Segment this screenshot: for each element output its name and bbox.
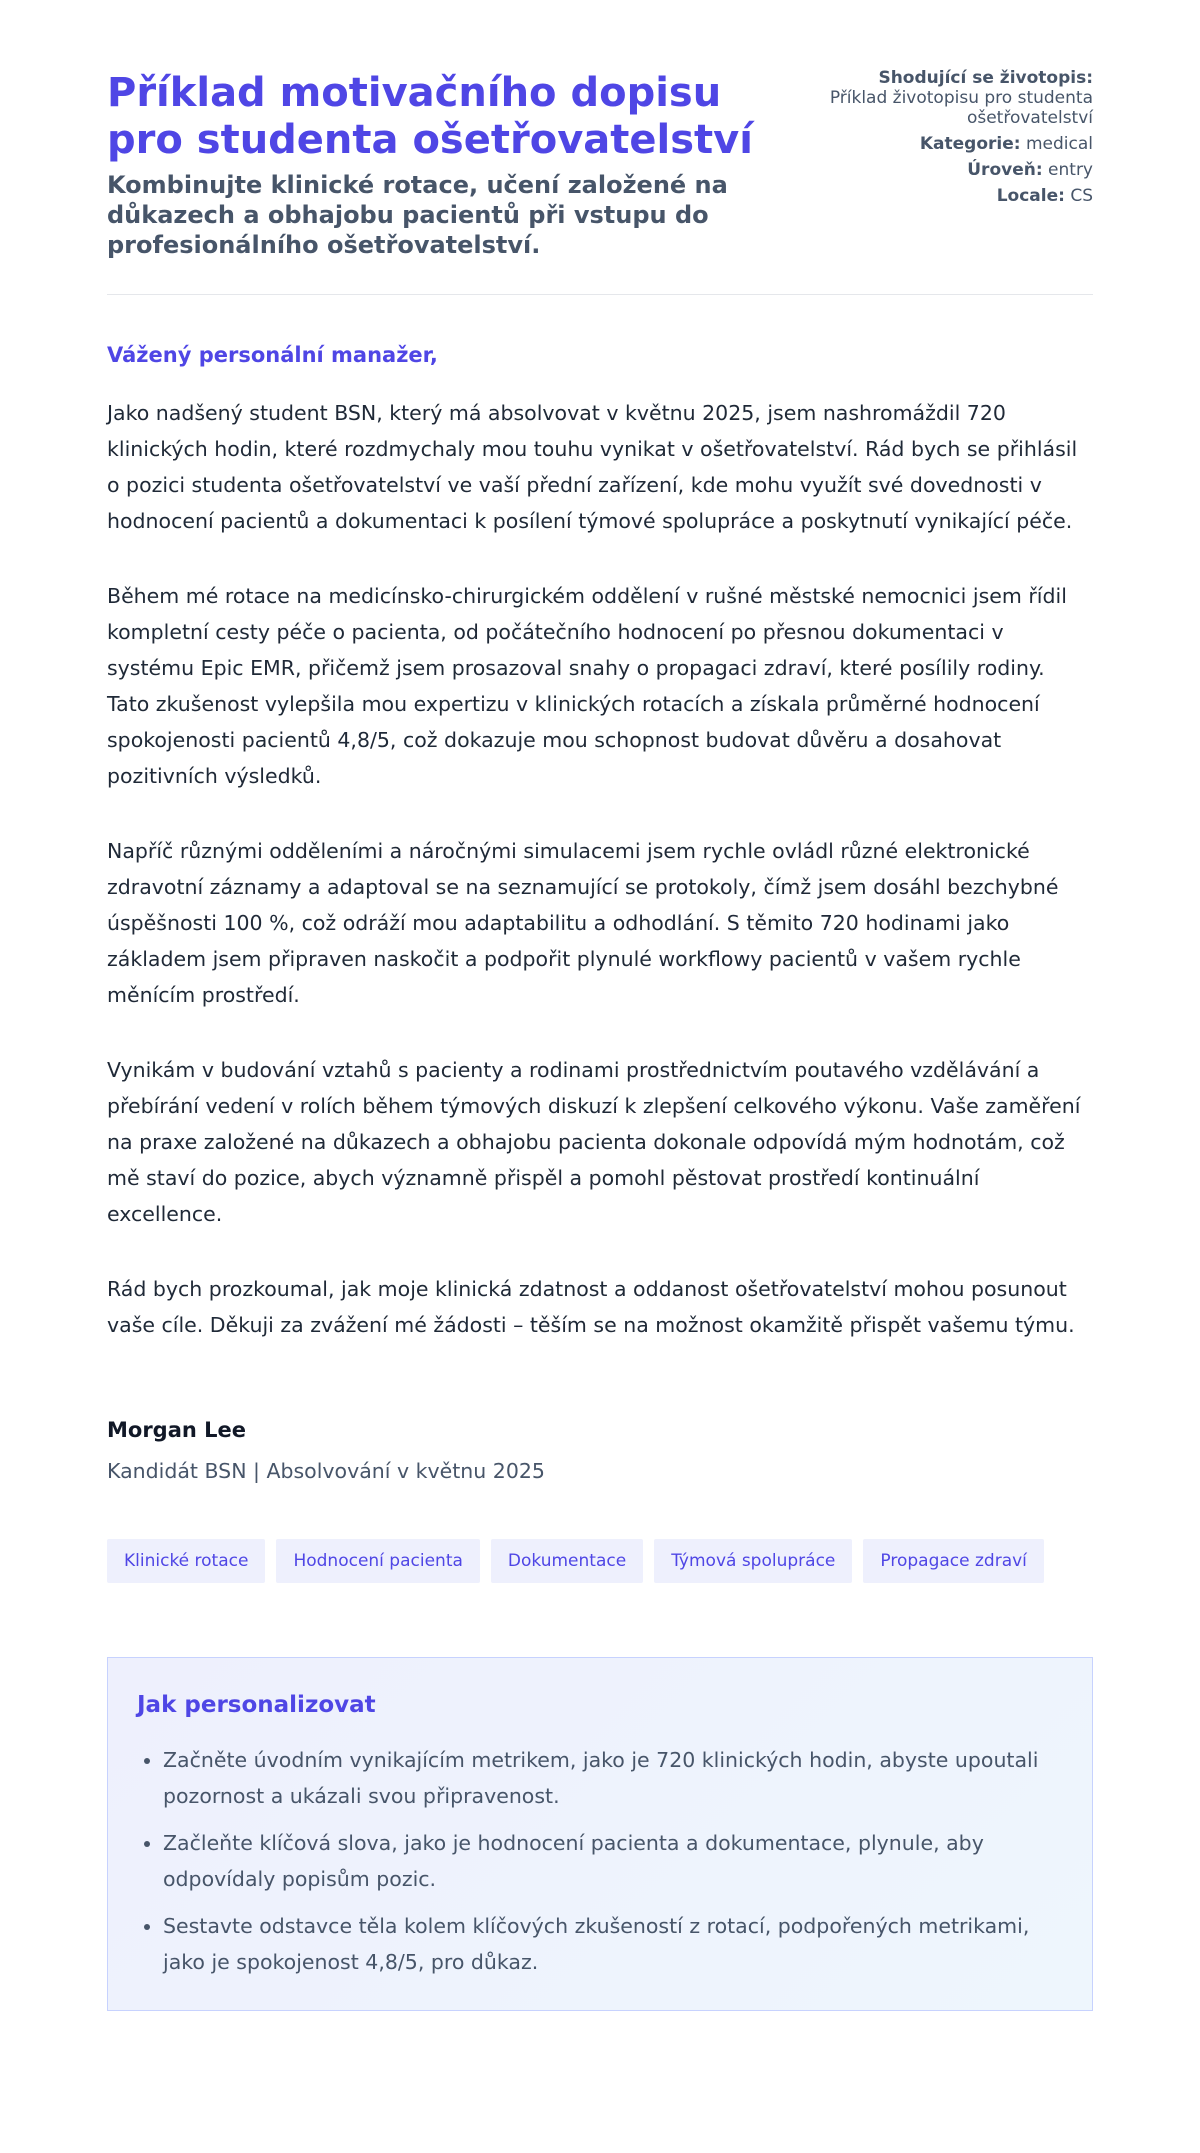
meta-resume-link[interactable]: Příklad životopisu pro studenta ošetřovatelství	[829, 88, 1093, 128]
meta-level-label: Úroveň:	[967, 160, 1043, 180]
letter-paragraph-3: Napříč různými odděleními a náročnými simulacemi jsem rychle ovládl různé elektronické zdravotní záznamy a adaptoval se na seznamující se protokoly, čímž jsem dosáhl bezchybné úspěšnosti 100 %, což odráží mou adaptabilitu a odhodlání. S těmito 720 hodinami jako základem jsem připraven naskočit a podpořit plynulé workflowy pacientů v vašem rychle měnícím prostředí.	[107, 839, 1059, 1007]
meta-locale	[803, 186, 1093, 206]
header-divider	[107, 294, 1093, 295]
letter-paragraph-4: Vynikám v budování vztahů s pacienty a rodinami prostřednictvím poutavého vzdělávání a přebírání vedení v rolích během týmových diskuzí k zlepšení celkového výkonu. Vaše zaměření na praxe založené na důkazech a obhajobu pacienta dokonale odpovídá mým hodnotám, což mě staví do pozice, abych významně přispěl a pomohl pěstovat prostředí kontinuální excellence.	[107, 1058, 1081, 1226]
tip-item: • Začleňte klíčová slova, jako je hodnocení pacienta a dokumentace, plynule, aby odpovídaly popisům pozic.	[163, 1825, 1063, 1897]
skill-tags	[107, 1539, 1093, 1583]
skill-tag: Hodnocení pacienta	[276, 1539, 479, 1583]
page-header	[107, 70, 1093, 260]
signature-name: Morgan Lee	[107, 1418, 247, 1442]
meta-resume-label: Shodující se životopis:	[878, 68, 1093, 88]
meta-level-value: entry	[1048, 160, 1093, 180]
meta-category-label: Kategorie:	[919, 134, 1021, 154]
letter-paragraph-1: Jako nadšený student BSN, který má absolvovat v květnu 2025, jsem nashromáždil 720 klinických hodin, které rozdmychaly mou touhu vynikat v ošetřovatelství. Rád bych se přihlásil o pozici studenta ošetřovatelství ve vaší přední zařízení, kde mohu využít své dovednosti v hodnocení pacientů a dokumentaci k posílení týmové spolupráce a poskytnutí vynikající péče.	[107, 401, 1078, 533]
letter-greeting: Vážený personální manažer,	[107, 343, 438, 367]
tip-item: • Začněte úvodním vynikajícím metrikem, jako je 720 klinických hodin, abyste upoutali pozornost a ukázali svou připravenost.	[163, 1742, 1063, 1814]
tip-item: • Sestavte odstavce těla kolem klíčových zkušeností z rotací, podpořených metrikami, jako je spokojenost 4,8/5, pro důkaz.	[163, 1908, 1063, 1980]
signature-role: Kandidát BSN | Absolvování v květnu 2025	[107, 1459, 545, 1483]
personalize-tips-box	[107, 1657, 1093, 2011]
meta-category	[803, 134, 1093, 154]
meta-category-value: medical	[1025, 134, 1093, 154]
tips-list	[137, 1742, 1063, 1980]
skill-tag: Dokumentace	[491, 1539, 643, 1583]
letter-paragraph-2: Během mé rotace na medicínsko-chirurgickém oddělení v rušné městské nemocnici jsem řídil kompletní cesty péče o pacienta, od počátečního hodnocení po přesnou dokumentaci v systému Epic EMR, přičemž jsem prosazoval snahy o propagaci zdraví, které posílily rodiny. Tato zkušenost vylepšila mou expertizu v klinických rotacích a získala průměrné hodnocení spokojenosti pacientů 4,8/5, což dokazuje mou schopnost budovat důvěru a dosahovat pozitivních výsledků.	[107, 584, 1067, 788]
meta-locale-label: Locale:	[996, 186, 1065, 206]
tips-title: Jak personalizovat	[137, 1692, 376, 1718]
title-block	[107, 70, 803, 260]
letter-paragraph-5: Rád bych prozkoumal, jak moje klinická zdatnost a oddanost ošetřovatelství mohou posunout vaše cíle. Děkuji za zvážení mé žádosti – těším se na možnost okamžitě přispět vašemu týmu.	[107, 1277, 1075, 1337]
skill-tag: Propagace zdraví	[863, 1539, 1044, 1583]
page-subtitle: Kombinujte klinické rotace, učení založené na důkazech a obhajobu pacientů při vstupu do profesionálního ošetřovatelství.	[107, 171, 728, 259]
skill-tag: Klinické rotace	[107, 1539, 265, 1583]
meta-panel	[803, 68, 1093, 212]
meta-locale-value: CS	[1070, 186, 1093, 206]
meta-level	[803, 160, 1093, 180]
skill-tag: Týmová spolupráce	[654, 1539, 852, 1583]
meta-matching-resume	[803, 68, 1093, 128]
page-title: Příklad motivačního dopisu pro studenta ošetřovatelství	[107, 70, 753, 163]
